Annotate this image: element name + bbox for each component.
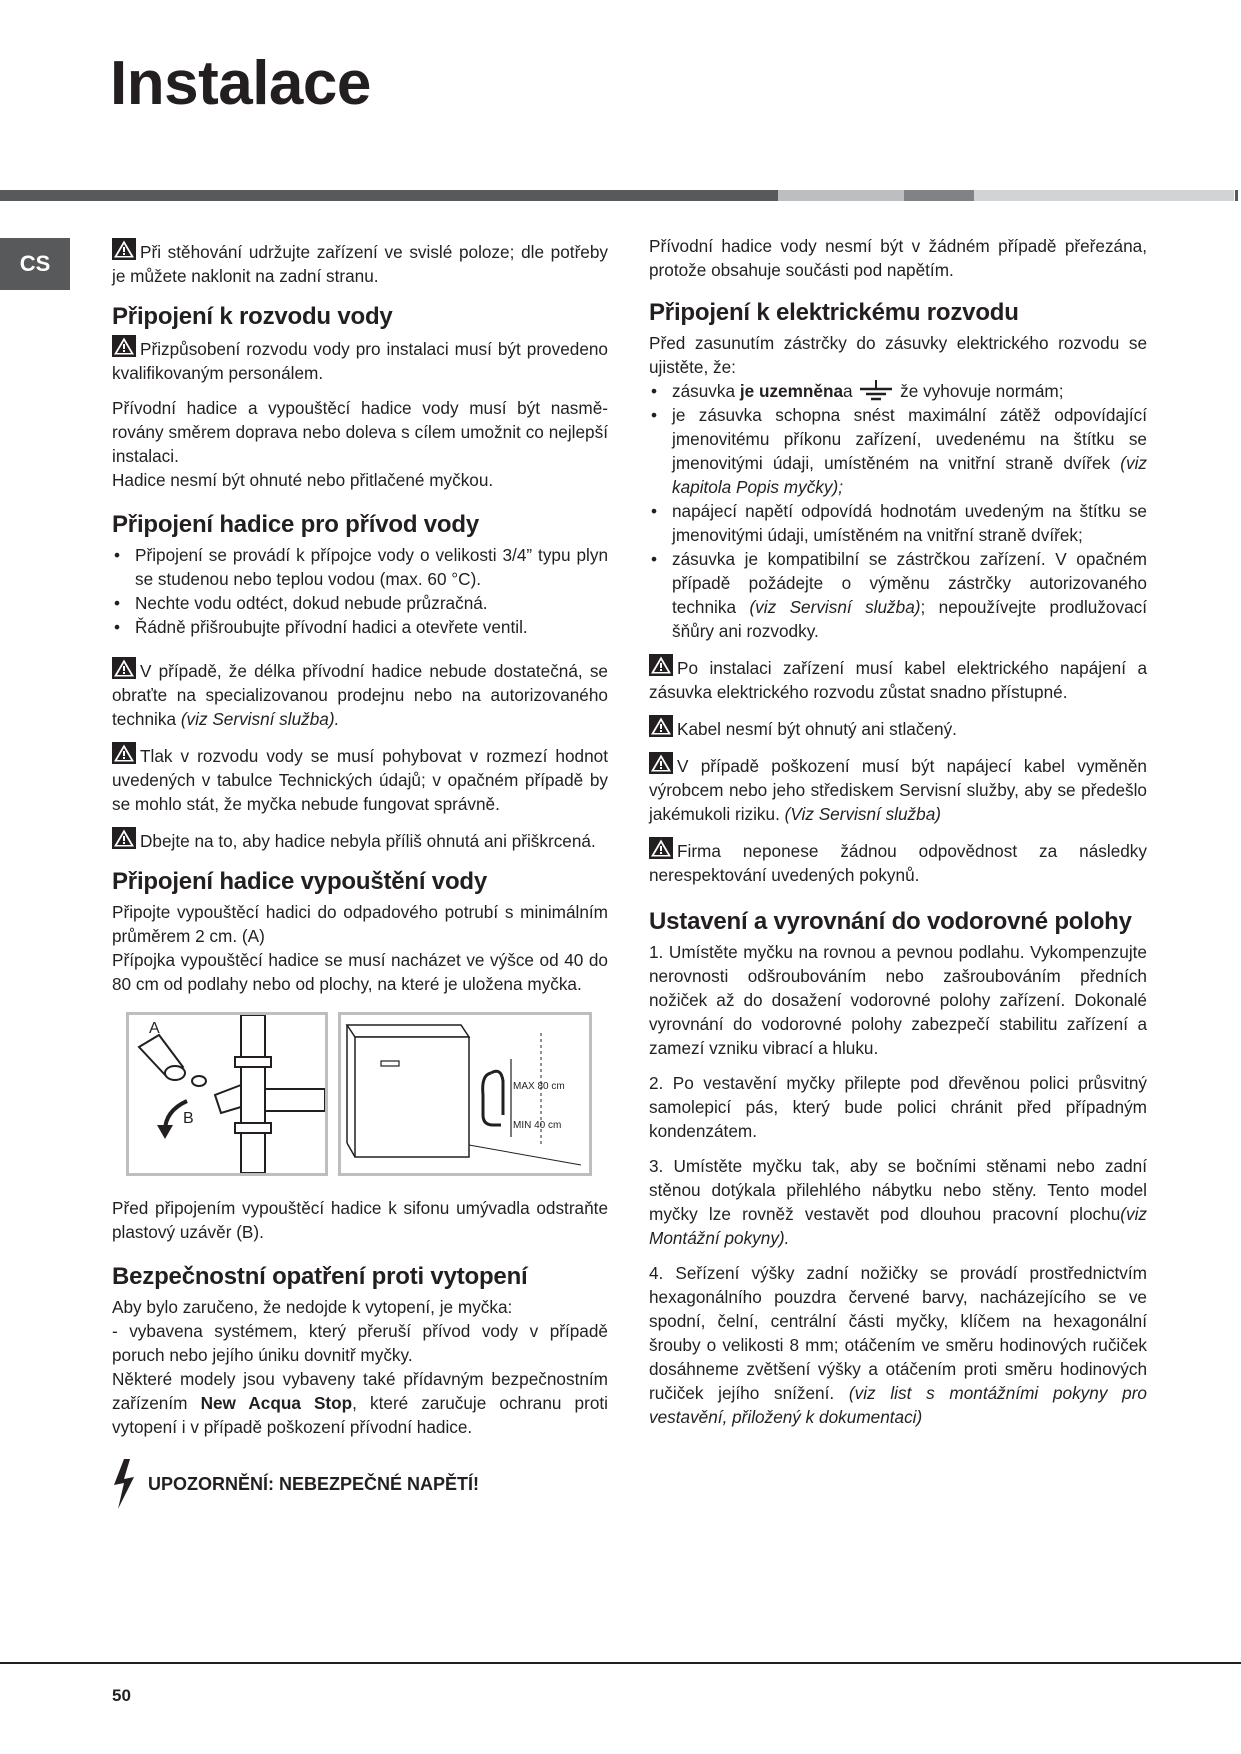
pressure-warning: Tlak v rozvodu vody se musí pohybovat v rozmezí hodnot uvedených v tabulce Technických údajů; v opačném případě by se mohlo stát, že myčka nebude fungovat správně. (112, 742, 608, 816)
section-heading-drain: Připojení hadice vypouštění vody (112, 868, 488, 895)
list-item: • Nechte vodu odtéct, dokud nebude průzračná. (112, 591, 608, 615)
figure-max-label: MAX 80 cm (513, 1081, 565, 1092)
warning-icon (649, 837, 673, 859)
step-3: 3. Umístěte myčku tak, aby se bočními stěnami nebo zadní stěnou dotýkala přilehlého nábytku nebo stěny. Tento model myčky lze rovněž vestavět pod dlouhou pracovní plochu(viz Montážní pokyny). (649, 1156, 1147, 1248)
section-heading-flood: Bezpečnostní opatření proti vytopení (112, 1263, 528, 1290)
drain-figures (126, 1012, 608, 1182)
length-warning: V případě, že délka přívodní hadice nebude dostatečná, se obraťte na specializovanou prodejnu nebo na autorizovaného technika (viz Servisní služba). (112, 657, 608, 731)
step-2: 2. Po vestavění myčky přilepte pod dřevěnou polici průsvitný samolepicí pás, který bude polici chránit před případným kondenzátem. (649, 1073, 1147, 1141)
lightning-icon (112, 1459, 136, 1509)
list-item: • je zásuvka schopna snést maximální zátěž odpovídající jmenovitému příkonu zařízení, uvedenému na štítku se jmenovitými údaji, umístěném na vnitřní straně dvířek (viz kapitola Popis myčky); (649, 403, 1147, 499)
figure-label-a: A (149, 1020, 160, 1037)
inlet-list (112, 543, 608, 639)
warning-icon (112, 335, 136, 357)
step-4: 4. Seřízení výšky zadní nožičky se provádí prostřednictvím hexagonálního pouzdra červené barvy, nacházejícího se ve spodní, čelní, centrální části myčky, klíčem na hexagonální šrouby o velikosti 8 mm; otáčením ve směru hodinových ručiček dosáhneme zvětšení výšky a otáčením proti směru hodinových ručiček jejího snížení. (viz list s montážními pokyny pro vestavění, přiložený k dokumentaci) (649, 1263, 1147, 1427)
ground-icon (857, 380, 895, 402)
electric-list (649, 379, 1147, 643)
hoses-paragraph: Přívodní hadice a vypouštěcí hadice vody musí být nasmě-rovány směrem doprava nebo doleva s cílem umožnit co nejlepší instalaci. Hadice nesmí být ohnuté nebo přitlačené myčkou. (112, 398, 608, 490)
danger-text: UPOZORNĚNÍ: NEBEZPEČNÉ NAPĚTÍ! (148, 1474, 480, 1494)
figure-min-label: MIN 40 cm (513, 1120, 562, 1131)
warning-icon (112, 742, 136, 764)
right-column (649, 234, 1147, 1440)
warning-icon (649, 752, 673, 774)
list-item: • Řádně přišroubujte přívodní hadici a otevřete ventil. (112, 615, 608, 639)
left-column (112, 238, 608, 1509)
page-number: 50 (112, 1686, 131, 1705)
section-heading-water: Připojení k rozvodu vody (112, 303, 393, 330)
warning-icon (649, 654, 673, 676)
flood-paragraph: Aby bylo zaručeno, že nedojde k vytopení, je myčka: - vybavena systémem, který přeruší přívod vody v případě poruch nebo jejího úniku dovnitř myčky. Některé modely jsou vybaveny také přídavným bezpečnostním zařízením New Acqua Stop, které zaručuje ochranu proti vytopení i v případě poškození přívodní hadice. (112, 1297, 608, 1437)
list-item: • zásuvka je uzemněnaa že vyhovuje normám; (649, 379, 1147, 403)
list-item: • zásuvka je kompatibilní se zástrčkou zařízení. V opačném případě požádejte o výměnu zástrčky autorizovaného technika (viz Servisní služba); nepoužívejte prodlužovací šňůry ani rozvodky. (649, 547, 1147, 643)
siphon-figure (126, 1012, 328, 1176)
section-heading-level: Ustavení a vyrovnání do vodorovné polohy (649, 908, 1132, 935)
dishwasher-height-figure (338, 1012, 592, 1176)
damage-warning: V případě poškození musí být napájecí kabel vyměněn výrobcem nebo jeho střediskem Servisní služby, aby se předešlo jakémukoli riziku. (Viz Servisní služba) (649, 752, 1147, 826)
section-heading-inlet: Připojení hadice pro přívod vody (112, 511, 479, 538)
cable-warning: Kabel nesmí být ohnutý ani stlačený. (649, 715, 1147, 741)
drain-paragraph-2: Přípojka vypouštěcí hadice se musí nacházet ve výšce od 40 do 80 cm od podlahy nebo od plochy, na které je uložena myčka. (112, 950, 608, 994)
footer-rule (0, 1662, 1241, 1664)
warning-icon (112, 238, 136, 260)
page-title: Instalace (110, 49, 371, 118)
language-tab: CS (0, 238, 70, 290)
access-warning: Po instalaci zařízení musí kabel elektrického napájení a zásuvka elektrického rozvodu zůstat snadno přístupné. (649, 654, 1147, 704)
step-1: 1. Umístěte myčku na rovnou a pevnou podlahu. Vykompenzujte nerovnosti odšroubováním nebo zašroubováním předních nožiček až do dosažení vodorovné polohy zařízení. Dokonalé vyrovnání do vodorovné polohy zabezpečí stabilitu zařízení a zamezí vzniku vibrací a hluku. (649, 942, 1147, 1058)
liability-warning: Firma neponese žádnou odpovědnost za následky nerespektování uvedených pokynů. (649, 837, 1147, 887)
before-paragraph: Před zasunutím zástrčky do zásuvky elektrického rozvodu se ujistěte, že: (649, 333, 1147, 377)
warning-icon (649, 715, 673, 737)
drain-paragraph-1: Připojte vypouštěcí hadici do odpadového potrubí s minimálním průměrem 2 cm. (A) (112, 902, 608, 946)
sink-paragraph: Před připojením vypouštěcí hadice k sifonu umývadla odstraňte plastový uzávěr (B). (112, 1198, 608, 1242)
moving-warning: Při stěhování udržujte zařízení ve svislé poloze; dle potřeby je můžete naklonit na zadní stranu. (112, 238, 608, 288)
cut-paragraph: Přívodní hadice vody nesmí být v žádném případě přeřezána, protože obsahuje součásti pod napětím. (649, 236, 1147, 280)
section-heading-electric: Připojení k elektrickému rozvodu (649, 299, 1019, 326)
list-item: • napájecí napětí odpovídá hodnotám uvedeným na štítku se jmenovitými údaji, umístěném na vnitřní straně dvířek; (649, 499, 1147, 547)
list-item: • Připojení se provádí k přípojce vody o velikosti 3/4” typu plyn se studenou nebo teplou vodou (max. 60 °C). (112, 543, 608, 591)
figure-label-b: B (183, 1110, 194, 1127)
bend-warning: Dbejte na to, aby hadice nebyla příliš ohnutá ani přiškrcená. (112, 827, 608, 853)
warning-icon (112, 827, 136, 849)
danger-notice (112, 1459, 608, 1509)
warning-icon (112, 657, 136, 679)
adapt-warning: Přizpůsobení rozvodu vody pro instalaci musí být provedeno kvalifikovaným personálem. (112, 335, 608, 385)
